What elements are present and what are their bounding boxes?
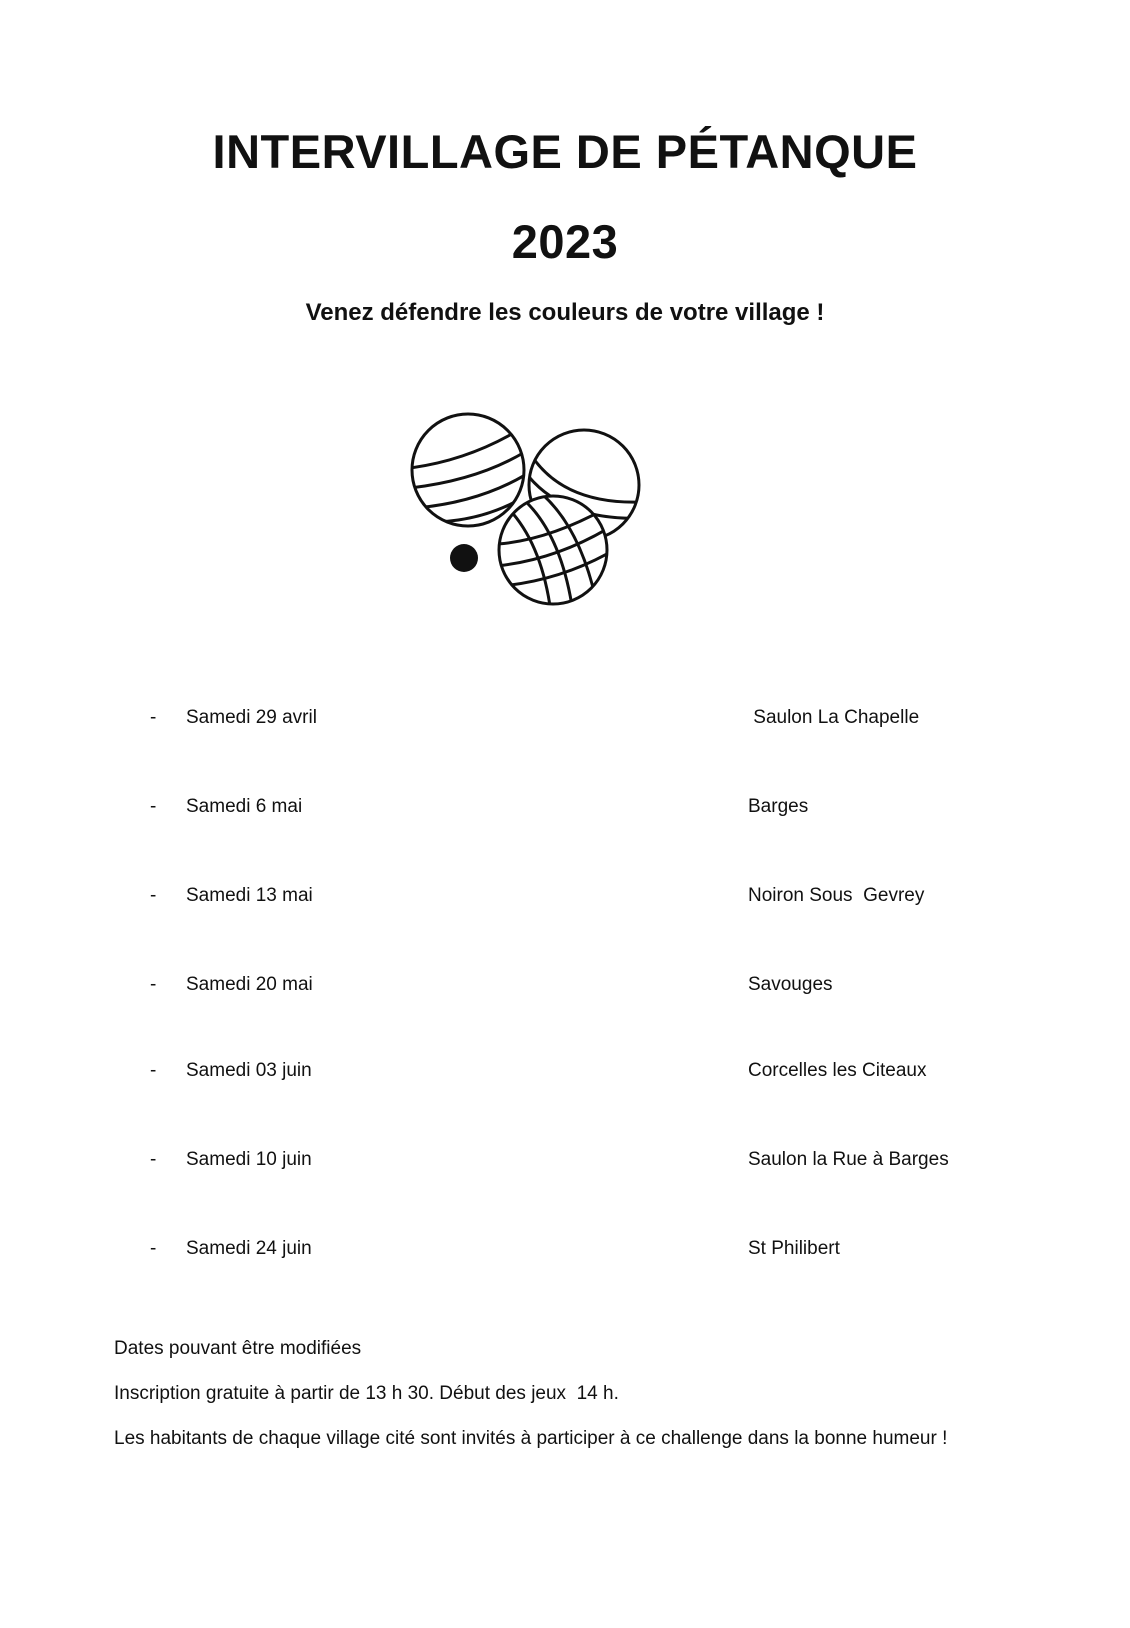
page-title: INTERVILLAGE DE PÉTANQUE	[212, 125, 918, 178]
list-bullet: -	[150, 974, 157, 995]
event-date: Samedi 10 juin	[186, 1149, 312, 1170]
event-date: Samedi 24 juin	[186, 1238, 312, 1259]
event-date: Samedi 20 mai	[186, 974, 313, 995]
list-item	[0, 974, 1130, 1004]
list-item	[0, 707, 1130, 737]
event-village: Saulon la Rue à Barges	[748, 1149, 949, 1170]
page-title-year: 2023	[511, 215, 619, 268]
cochonnet-icon	[450, 544, 478, 572]
event-date: Samedi 6 mai	[186, 796, 303, 817]
list-bullet: -	[150, 1149, 157, 1170]
event-village: Noiron Sous Gevrey	[748, 885, 925, 906]
event-date: Samedi 03 juin	[186, 1060, 312, 1081]
page-subtitle: Venez défendre les couleurs de votre village !	[305, 299, 825, 326]
event-village: St Philibert	[748, 1238, 840, 1259]
note-invitation: Les habitants de chaque village cité sont invités à participer à ce challenge dans la bonne humeur !	[114, 1428, 948, 1449]
note-dates: Dates pouvant être modifiées	[114, 1338, 362, 1359]
note-registration: Inscription gratuite à partir de 13 h 30. Début des jeux 14 h.	[114, 1383, 619, 1404]
boule-left	[410, 414, 530, 526]
list-bullet: -	[150, 1060, 157, 1081]
event-date: Samedi 13 mai	[186, 885, 313, 906]
list-bullet: -	[150, 885, 157, 906]
event-village: Corcelles les Citeaux	[748, 1060, 927, 1081]
list-item	[0, 1238, 1130, 1268]
event-village: Saulon La Chapelle	[748, 707, 920, 728]
list-bullet: -	[150, 707, 157, 728]
list-item	[0, 885, 1130, 915]
petanque-balls-icon	[410, 410, 670, 610]
list-item	[0, 1060, 1130, 1090]
event-date: Samedi 29 avril	[186, 707, 317, 728]
list-bullet: -	[150, 1238, 157, 1259]
event-village: Savouges	[748, 974, 833, 995]
list-bullet: -	[150, 796, 157, 817]
list-item	[0, 796, 1130, 826]
list-item	[0, 1149, 1130, 1179]
event-village: Barges	[748, 796, 809, 817]
